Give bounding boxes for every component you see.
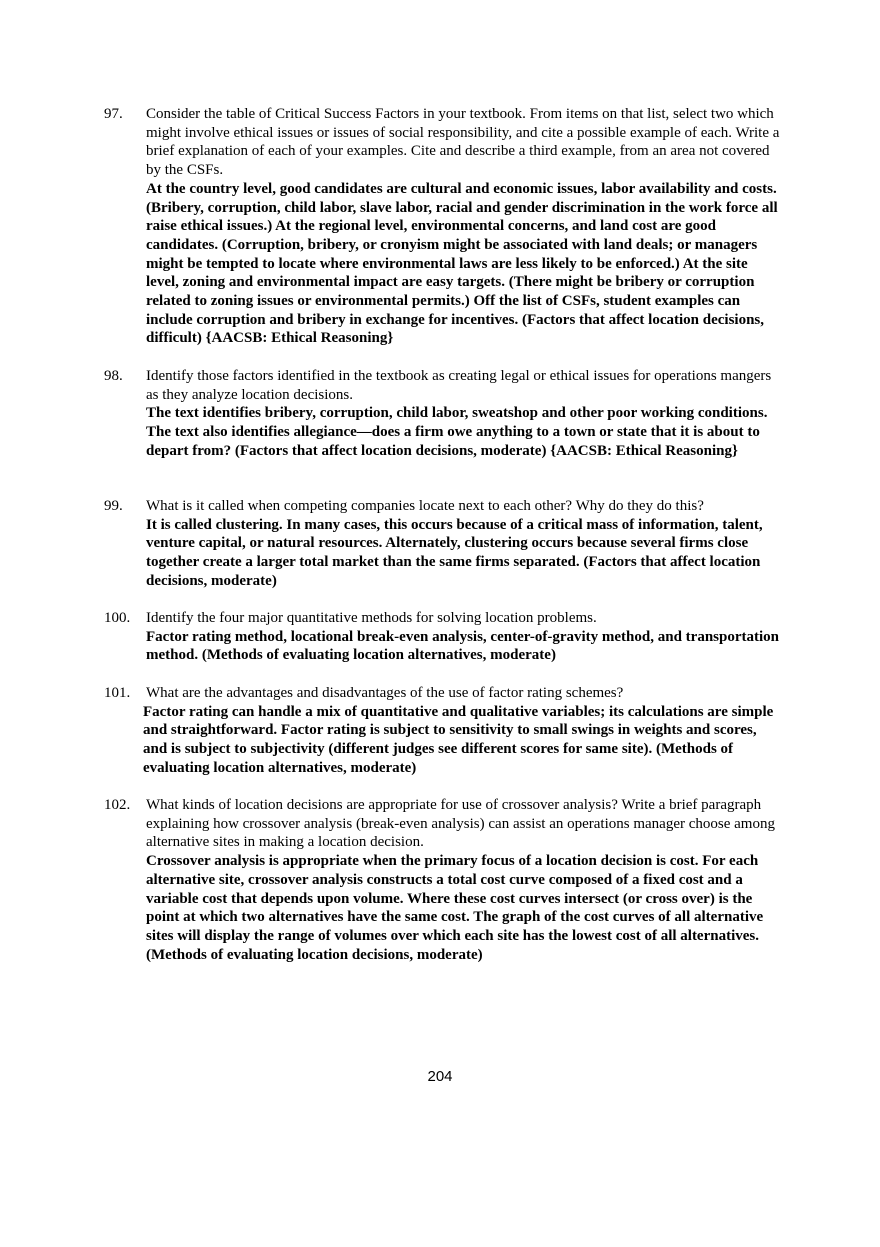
question-number: 98.	[104, 368, 123, 384]
question-answer: At the country level, good candidates are cultural and economic issues, labor availability and costs. (Bribery, corruption, child labor, slave labor, racial and gender discrimination in the work force all raise ethical issues.) At the regional level, environmental concerns, and land cost are good candidates. (Corruption, bribery, or cronyism might be associated with land deals; or managers might be tempted to locate where environmental laws are less likely to be enforced.) At the site level, zoning and environmental impact are easy targets. (There might be bribery or corruption related to zoning issues or environmental permits.) Off the list of CSFs, student examples can include corruption and bribery in exchange for incentives. (Factors that affect location decisions, difficult) {AACSB: Ethical Reasoning}	[146, 180, 778, 347]
question-answer: Factor rating can handle a mix of quantitative and qualitative variables; its calculations are simple and straightforward. Factor rating is subject to sensitivity to small swings in weights and scores, and is subject to subjectivity (different judges see different scores for same site). (Methods of evaluating location alternatives, moderate)	[143, 703, 774, 776]
question-answer: Crossover analysis is appropriate when the primary focus of a location decision is cost. For each alternative site, crossover analysis constructs a total cost curve composed of a fixed cost and a variable cost that depends upon volume. Where these cost curves intersect (or cross over) is the point at which two alternatives have the same cost. The graph of the cost curves of all alternative sites will display the range of volumes over which each site has the lowest cost of all alternatives. (Methods of evaluating location decisions, moderate)	[146, 853, 764, 963]
question-number: 102.	[104, 797, 131, 813]
question-99	[104, 497, 784, 591]
question-number: 101.	[104, 685, 131, 701]
question-100	[104, 609, 784, 665]
question-97	[104, 105, 784, 348]
question-text: Consider the table of Critical Success Factors in your textbook. From items on that list, select two which might involve ethical issues or issues of social responsibility, and cite a possible example of each. Write a brief explanation of each of your examples. Cite and describe a third example, from an area not covered by the CSFs.	[146, 106, 780, 179]
question-text: What is it called when competing companies locate next to each other? Why do they do this?	[146, 498, 704, 514]
question-answer: The text identifies bribery, corruption, child labor, sweatshop and other poor working conditions. The text also identifies allegiance—does a firm owe anything to a town or state that it is about to depart from? (Factors that affect location decisions, moderate) {AACSB: Ethical Reasoning}	[146, 405, 768, 459]
question-text: Identify the four major quantitative methods for solving location problems.	[146, 610, 597, 626]
question-answer: It is called clustering. In many cases, this occurs because of a critical mass of information, talent, venture capital, or natural resources. Alternately, clustering occurs because several firms close together create a larger total market than the same firms separated. (Factors that affect location decisions, moderate)	[146, 516, 763, 589]
question-text: What kinds of location decisions are appropriate for use of crossover analysis? Write a brief paragraph explaining how crossover analysis (break-even analysis) can assist an operations manager choose among alternative sites in making a location decision.	[146, 797, 775, 851]
question-answer: Factor rating method, locational break-even analysis, center-of-gravity method, and transportation method. (Methods of evaluating location alternatives, moderate)	[146, 628, 779, 664]
question-101	[104, 684, 784, 778]
question-102	[104, 796, 784, 964]
page-number: 204	[427, 1068, 453, 1085]
question-text: What are the advantages and disadvantages of the use of factor rating schemes?	[146, 685, 624, 701]
question-text: Identify those factors identified in the textbook as creating legal or ethical issues for operations mangers as they analyze location decisions.	[146, 368, 772, 403]
question-number: 99.	[104, 498, 123, 514]
question-98	[104, 367, 784, 461]
question-number: 97.	[104, 106, 123, 122]
question-number: 100.	[104, 610, 131, 626]
